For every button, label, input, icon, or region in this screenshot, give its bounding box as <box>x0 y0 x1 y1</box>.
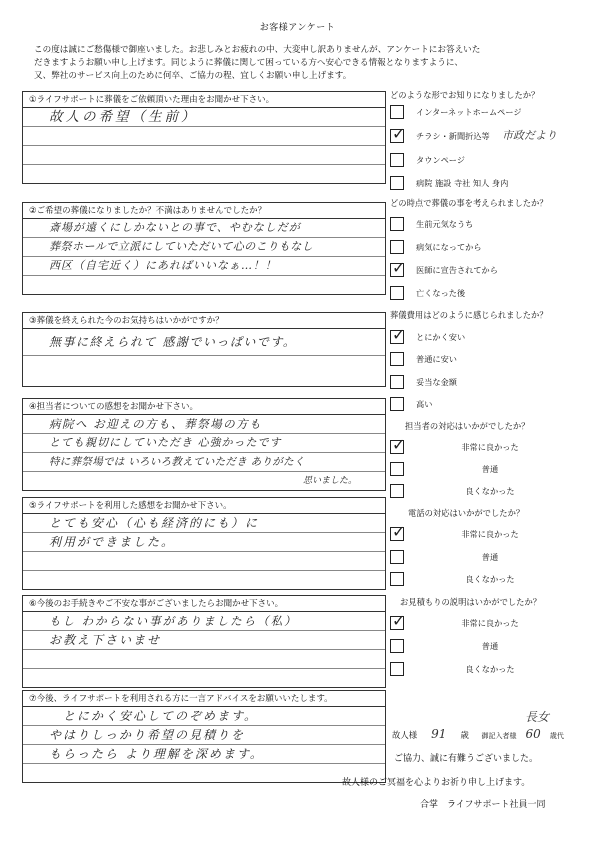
question-label: ⑥今後のお手続きやご不安な事がございましたらお聞かせ下さい。 <box>23 596 385 612</box>
option-label: 病気になってから <box>416 242 482 252</box>
question-label: ⑦今後、ライフサポートを利用される方に一言アドバイスをお願いいたします。 <box>23 691 385 707</box>
deceased-label: 故人様 <box>392 730 418 740</box>
answer-line <box>23 165 385 183</box>
question-label: ⑤ライフサポートを利用した感想をお聞かせ下さい。 <box>23 498 385 514</box>
option-label: 良くなかった <box>465 574 515 584</box>
answer-line: とても親切にしていただき 心強かったです <box>23 434 385 453</box>
option-staff-poor[interactable] <box>390 484 590 502</box>
option-townpage[interactable] <box>390 153 590 171</box>
prayer-text: 故人様のご冥福を心よりお祈り申し上げます。 <box>342 778 531 788</box>
option-staff-normal[interactable] <box>390 462 590 480</box>
answer-line: とにかく安心してのぞめます。 <box>23 707 385 726</box>
checkbox[interactable] <box>390 352 404 366</box>
relation-note: 長女 <box>525 710 550 724</box>
option-label: 非常に良かった <box>461 529 519 539</box>
checkbox[interactable] <box>390 550 404 564</box>
option-label: チラシ・新聞折込等 <box>416 131 490 141</box>
respondent-age: 60 <box>525 727 541 741</box>
cost-question-title: 葬儀費用はどのように感じられましたか？ <box>390 310 548 320</box>
question-box-4 <box>22 398 386 491</box>
answer-line: もらったら より理解を深めます。 <box>23 745 385 764</box>
checkbox-checked[interactable] <box>390 330 404 344</box>
option-label: 病院 施設 寺社 知人 身内 <box>416 178 509 188</box>
option-label: 医師に宣告されてから <box>416 265 498 275</box>
question-box-2 <box>22 202 386 295</box>
option-phone-poor[interactable] <box>390 572 590 590</box>
question-box-3 <box>22 312 386 387</box>
option-fair[interactable] <box>390 375 590 393</box>
answer-line: やはりしっかり希望の見積りを <box>23 726 385 745</box>
answer-line <box>23 650 385 669</box>
question-label: ④担当者についての感想をお聞かせ下さい。 <box>23 399 385 415</box>
option-label: 生前元気なうち <box>416 219 474 229</box>
option-label: インターネットホームページ <box>416 107 522 117</box>
checkbox-checked[interactable] <box>390 440 404 454</box>
checkbox[interactable] <box>390 662 404 676</box>
checkbox-checked[interactable] <box>390 129 404 143</box>
answer-line <box>23 146 385 165</box>
option-estimate-excellent[interactable] <box>390 616 590 634</box>
answer-line: 思いました。 <box>303 476 358 486</box>
respondent-label: 御記入者様 <box>481 732 517 740</box>
option-staff-excellent[interactable] <box>390 440 590 458</box>
option-diagnosed[interactable] <box>390 263 590 281</box>
staff-question-title: 担当者の対応はいかがでしたか？ <box>405 421 530 431</box>
question-box-1 <box>22 91 386 184</box>
option-phone-excellent[interactable] <box>390 527 590 545</box>
answer-line: 病院へ お迎えの方も、葬祭場の方も <box>23 415 385 434</box>
answer-line <box>23 552 385 571</box>
answer-line <box>23 276 385 294</box>
option-flyer[interactable] <box>390 129 590 147</box>
intro-text: この度は誠にご愁傷様で御座いました。お悲しみとお疲れの中、大変申し訳ありませんが、アンケートにお答えいた だきますようお願い申し上げます。同じように葬儀に関して困っている方へ安心できる情報となりますように、 又、弊社のサービス向上のために何卒、ご協力の程、宜しくお願い申し上げます。 <box>34 45 481 81</box>
answer-line <box>23 356 385 386</box>
option-healthy[interactable] <box>390 217 590 235</box>
option-expensive[interactable] <box>390 397 590 415</box>
checkbox[interactable] <box>390 286 404 300</box>
answer-line: とても安心（心も経済的にも）に <box>23 514 385 533</box>
option-label: 普通 <box>481 464 499 474</box>
answer-line <box>23 127 385 146</box>
option-label: 良くなかった <box>465 486 515 496</box>
option-internet[interactable] <box>390 105 590 123</box>
option-referral[interactable] <box>390 176 590 194</box>
option-label: 亡くなった後 <box>416 288 466 298</box>
deceased-age: 91 <box>431 727 447 741</box>
answer-line <box>23 571 385 589</box>
answer-line: 無事に終えられて 感謝でいっぱいです。 <box>23 329 385 356</box>
thanks-text: ご協力、誠に有難うございました。 <box>394 754 539 764</box>
question-label: ①ライフサポートに葬儀をご依頼頂いた理由をお聞かせ下さい。 <box>23 92 385 108</box>
page-title: お客様アンケート <box>259 23 336 33</box>
checkbox-checked[interactable] <box>390 263 404 277</box>
estimate-question-title: お見積もりの説明はいかがでしたか？ <box>400 597 542 607</box>
timing-question-title: どの時点で葬儀の事を考えられましたか？ <box>390 198 548 208</box>
signature-text: 合掌 ライフサポート社員一同 <box>420 800 546 810</box>
option-label: 非常に良かった <box>461 442 519 452</box>
question-label: ③葬儀を終えられた今のお気持ちはいかがですか？ <box>23 313 385 329</box>
option-label: 普通に安い <box>416 354 457 364</box>
phone-question-title: 電話の対応はいかがでしたか？ <box>408 508 525 518</box>
answer-line: 故人の希望（生前） <box>23 108 385 127</box>
checkbox[interactable] <box>390 462 404 476</box>
checkbox[interactable] <box>390 153 404 167</box>
answer-line <box>23 764 385 782</box>
option-label: 普通 <box>481 641 499 651</box>
option-cheap[interactable] <box>390 352 590 370</box>
option-label: 良くなかった <box>465 664 515 674</box>
age-unit: 歳 <box>460 730 469 740</box>
question-box-5 <box>22 497 386 590</box>
answer-line: 西区（自宅近く）にあればいいなぁ…！！ <box>23 257 385 276</box>
option-label: 高い <box>416 399 433 409</box>
checkbox[interactable] <box>390 176 404 190</box>
question-label: ②ご希望の葬儀になりましたか？不満はありませんでしたか？ <box>23 203 385 219</box>
checkbox[interactable] <box>390 572 404 586</box>
option-label: 普通 <box>481 552 499 562</box>
option-estimate-poor[interactable] <box>390 662 590 680</box>
answer-line: 利用ができました。 <box>23 533 385 552</box>
checkbox[interactable] <box>390 484 404 498</box>
option-label: タウンページ <box>416 155 465 165</box>
handwritten-note: 市政だより <box>502 129 557 142</box>
answer-line: 葬祭ホールで立派にしていただいて心のこりもなし <box>23 238 385 257</box>
checkbox[interactable] <box>390 639 404 653</box>
option-phone-normal[interactable] <box>390 550 590 568</box>
answer-line: 特に葬祭場では いろいろ教えていただき ありがたく <box>23 453 385 472</box>
age-row <box>392 727 564 741</box>
checkbox-checked[interactable] <box>390 616 404 630</box>
checkbox[interactable] <box>390 375 404 389</box>
checkbox[interactable] <box>390 217 404 231</box>
checkbox[interactable] <box>390 397 404 411</box>
answer-line: 斎場が遠くにしかないとの事で、やむなしだが <box>23 219 385 238</box>
option-label: 非常に良かった <box>461 618 519 628</box>
option-estimate-normal[interactable] <box>390 639 590 657</box>
question-box-6 <box>22 595 386 688</box>
option-after-death[interactable] <box>390 286 590 304</box>
answer-line: お教え下さいませ <box>23 631 385 650</box>
checkbox[interactable] <box>390 240 404 254</box>
source-question-title: どのような形でお知りになりましたか？ <box>390 90 540 100</box>
question-box-7 <box>22 690 386 783</box>
option-label: とにかく安い <box>416 332 466 342</box>
checkbox-checked[interactable] <box>390 527 404 541</box>
checkbox[interactable] <box>390 105 404 119</box>
answer-line <box>23 669 385 687</box>
option-very-cheap[interactable] <box>390 330 590 348</box>
age-unit-2: 歳代 <box>549 732 564 740</box>
answer-line: もし わからない事がありましたら（私） <box>23 612 385 631</box>
option-label: 妥当な金額 <box>416 377 457 387</box>
option-ill[interactable] <box>390 240 590 258</box>
